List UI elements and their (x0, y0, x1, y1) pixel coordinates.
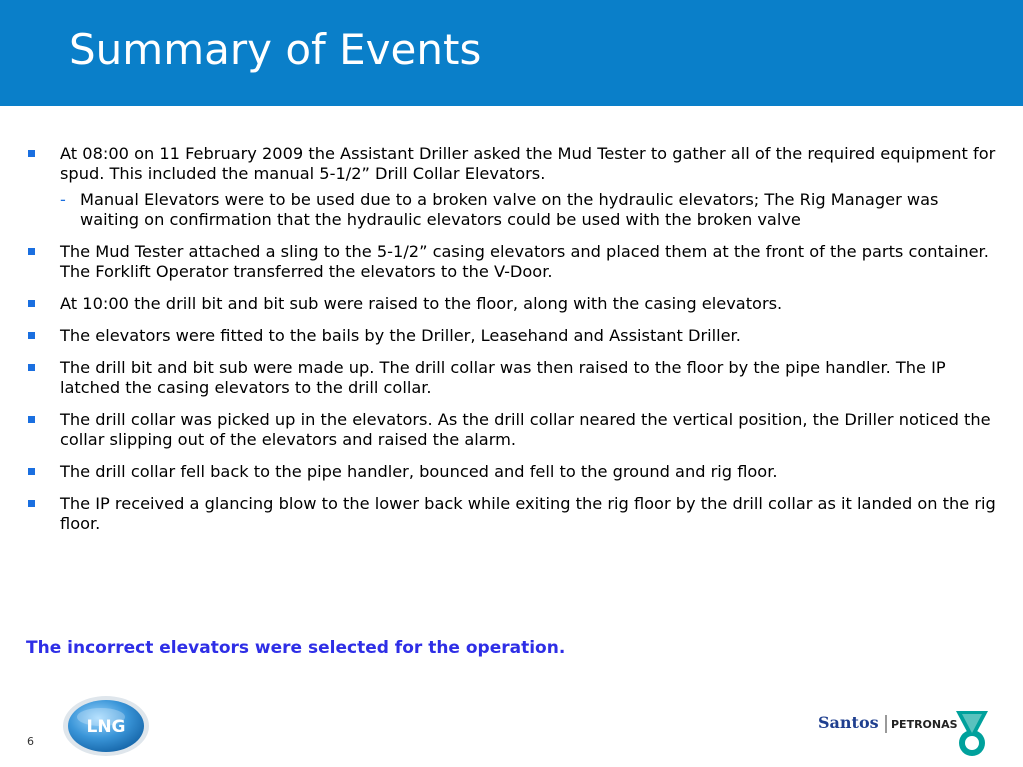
bullet-list (26, 144, 1001, 546)
petronas-emblem-icon (956, 711, 988, 756)
bullet-text: The drill collar was picked up in the elevators. As the drill collar neared the vertical position, the Driller noticed the collar slipping out of the elevators and raised the alarm. (60, 410, 991, 449)
square-bullet-icon (28, 500, 35, 507)
square-bullet-icon (28, 364, 35, 371)
bullet-item (26, 294, 1001, 314)
bullet-item (26, 462, 1001, 482)
square-bullet-icon (28, 332, 35, 339)
dash-bullet-icon: - (60, 190, 66, 209)
lng-logo-icon (61, 695, 151, 757)
bullet-item (26, 326, 1001, 346)
bullet-item (26, 410, 1001, 450)
bullet-text: At 10:00 the drill bit and bit sub were raised to the floor, along with the casing elevators. (60, 294, 783, 313)
sub-bullet-text: Manual Elevators were to be used due to a broken valve on the hydraulic elevators; The Rig Manager was waiting on confirmation that the hydraulic elevators could be used with the broken valve (80, 190, 939, 229)
bullet-item (26, 358, 1001, 398)
square-bullet-icon (28, 248, 35, 255)
santos-logo: Santos (818, 713, 879, 732)
bullet-item (26, 494, 1001, 534)
bullet-item (26, 242, 1001, 282)
conclusion-statement: The incorrect elevators were selected for the operation. (26, 638, 566, 658)
bullet-text: The drill bit and bit sub were made up. The drill collar was then raised to the floor by the pipe handler. The IP latched the casing elevators to the drill collar. (60, 358, 946, 397)
bullet-text: The drill collar fell back to the pipe handler, bounced and fell to the ground and rig floor. (60, 462, 778, 481)
page-number: 6 (27, 735, 34, 748)
square-bullet-icon (28, 300, 35, 307)
bullet-item (26, 144, 1001, 230)
lng-logo-text: LNG (86, 717, 126, 737)
sub-bullet-item (60, 190, 1001, 230)
square-bullet-icon (28, 468, 35, 475)
bullet-text: The IP received a glancing blow to the lower back while exiting the rig floor by the drill collar as it landed on the rig floor. (60, 494, 996, 533)
bullet-text: At 08:00 on 11 February 2009 the Assistant Driller asked the Mud Tester to gather all of the required equipment for spud. This included the manual 5-1/2” Drill Collar Elevators. (60, 144, 996, 183)
bullet-text: The Mud Tester attached a sling to the 5-1/2” casing elevators and placed them at the front of the parts container. The Forklift Operator transferred the elevators to the V-Door. (60, 242, 989, 281)
bullet-text: The elevators were fitted to the bails by the Driller, Leasehand and Assistant Driller. (60, 326, 741, 345)
square-bullet-icon (28, 150, 35, 157)
title-bar (0, 0, 1023, 106)
partner-logos (816, 707, 996, 759)
square-bullet-icon (28, 416, 35, 423)
petronas-logo: PETRONAS (891, 718, 958, 731)
slide-title: Summary of Events (69, 25, 482, 74)
